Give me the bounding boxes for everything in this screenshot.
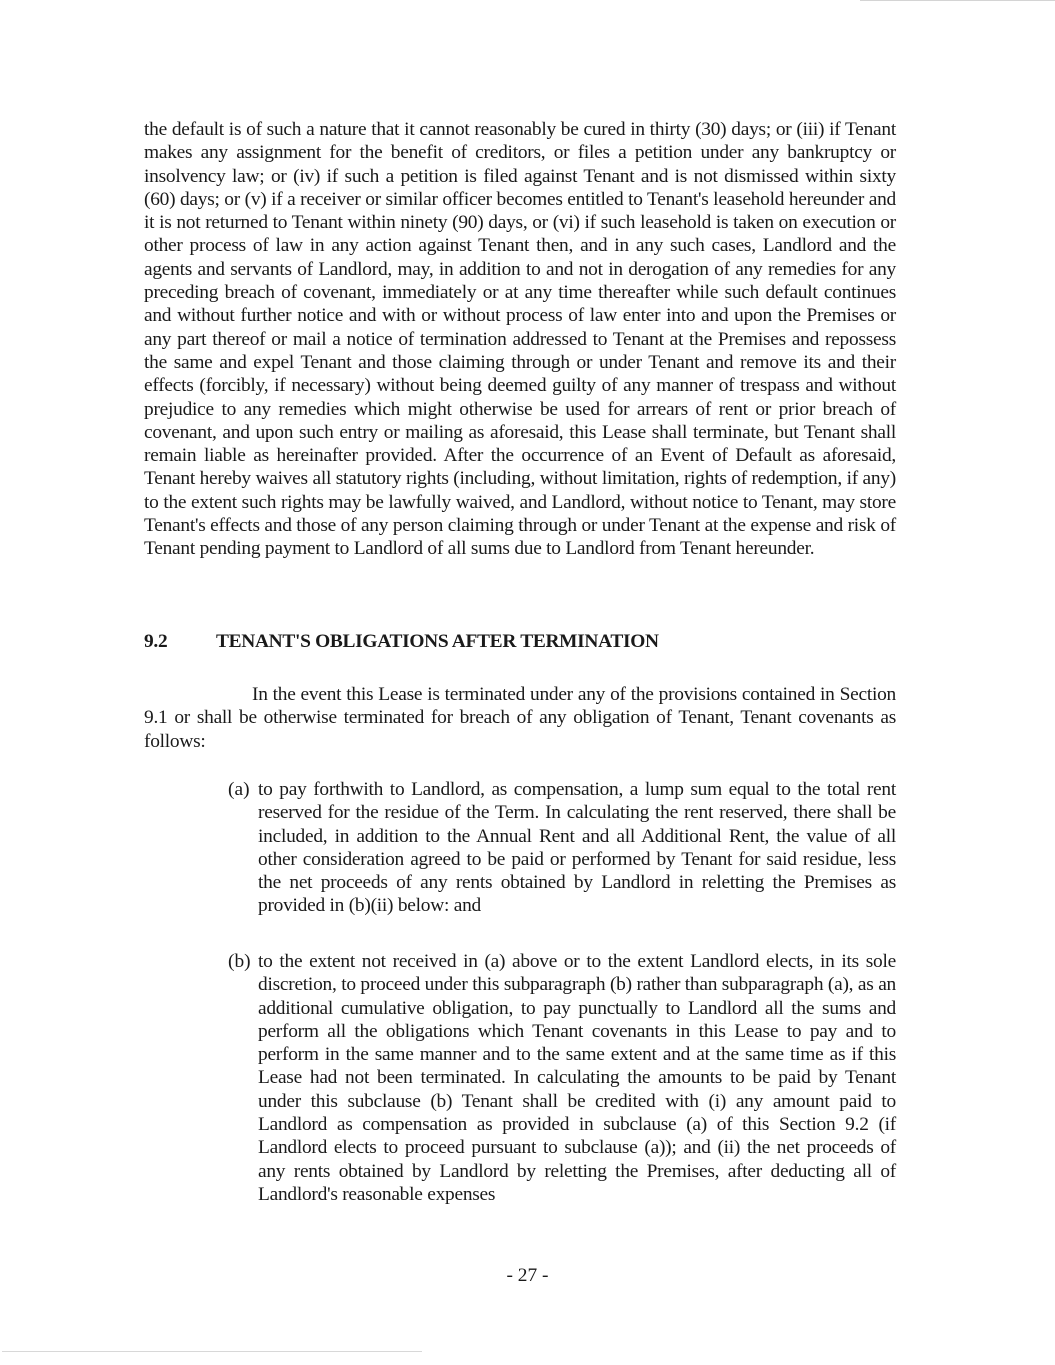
list-item-a: [228, 778, 896, 918]
list-item-label: (b): [228, 951, 251, 972]
section-heading: [144, 630, 659, 654]
page-number: - 27 -: [506, 1265, 549, 1286]
list-item-text: to the extent not received in (a) above or to the extent Landlord elects, in its sole discretion, to proceed under this subparagraph (b) rather than subparagraph (a), as an additional cumulative obligation, to pay punctually to Landlord all the sums and perform all the obligations which Tenant covenants in this Lease to pay and to perform in the same manner and to the same extent and at the same time as if this Lease had not been terminated. In calculating the amounts to be paid by Tenant under this subclause (b) Tenant shall be credited with (i) any amount paid to Landlord as compensation as provided in subclause (a) of this Section 9.2 (if Landlord elects to proceed pursuant to subclause (a)); and (ii) the net proceeds of any rents obtained by Landlord by reletting the Premises, after deducting all of Landlord's reasonable expenses: [258, 951, 896, 1205]
section-intro: In the event this Lease is terminated under any of the provisions contained in Section 9.1 or shall be otherwise terminated for breach of any obligation of Tenant, Tenant covenants as follows:: [144, 684, 896, 752]
list-item-label: (a): [228, 779, 250, 800]
opening-paragraph-block: [144, 118, 896, 561]
section-intro-block: [144, 683, 896, 753]
section-number: 9.2: [144, 631, 168, 652]
scan-edge-top: [860, 0, 1055, 1]
section-title: TENANT'S OBLIGATIONS AFTER TERMINATION: [216, 631, 659, 652]
scan-edge-bottom: [2, 1351, 422, 1352]
list-item-text: to pay forthwith to Landlord, as compensation, a lump sum equal to the total rent reserved for the residue of the Term. In calculating the rent reserved, there shall be included, in addition to the Annual Rent and all Additional Rent, the value of all other consideration agreed to be paid or performed by Tenant for said residue, less the net proceeds of any rents obtained by Landlord in reletting the Premises as provided in (b)(ii) below: and: [258, 779, 896, 917]
opening-paragraph: the default is of such a nature that it cannot reasonably be cured in thirty (30) days; or (iii) if Tenant makes any assignment for the benefit of creditors, or files a petition under any bankruptcy or insolvency law; or (iv) if such a petition is filed against Tenant and is not dismissed within sixty (60) days; or (v) if a receiver or similar officer becomes entitled to Tenant's leasehold hereunder and it is not returned to Tenant within ninety (90) days, or (vi) if such leasehold is taken on execution or other process of law in any action against Tenant then, and in any such cases, Landlord and the agents and servants of Landlord, may, in addition to and not in derogation of any remedies for any preceding breach of covenant, immediately or at any time thereafter while such default continues and without further notice and with or without process of law enter into and upon the Premises or any part thereof or mail a notice of termination addressed to Tenant at the Premises and repossess the same and expel Tenant and those claiming through or under Tenant and remove its and their effects (forcibly, if necessary) without being deemed guilty of any manner of trespass and without prejudice to any remedies which might otherwise be used for arrears of rent or prior breach of covenant, and upon such entry or mailing as aforesaid, this Lease shall terminate, but Tenant shall remain liable as hereinafter provided. After the occurrence of an Event of Default as aforesaid, Tenant hereby waives all statutory rights (including, without limitation, rights of redemption, if any) to the extent such rights may be lawfully waived, and Landlord, without notice to Tenant, may store Tenant's effects and those of any person claiming through or under Tenant at the expense and risk of Tenant pending payment to Landlord of all sums due to Landlord from Tenant hereunder.: [144, 119, 896, 560]
list-item-b: [228, 950, 896, 1206]
